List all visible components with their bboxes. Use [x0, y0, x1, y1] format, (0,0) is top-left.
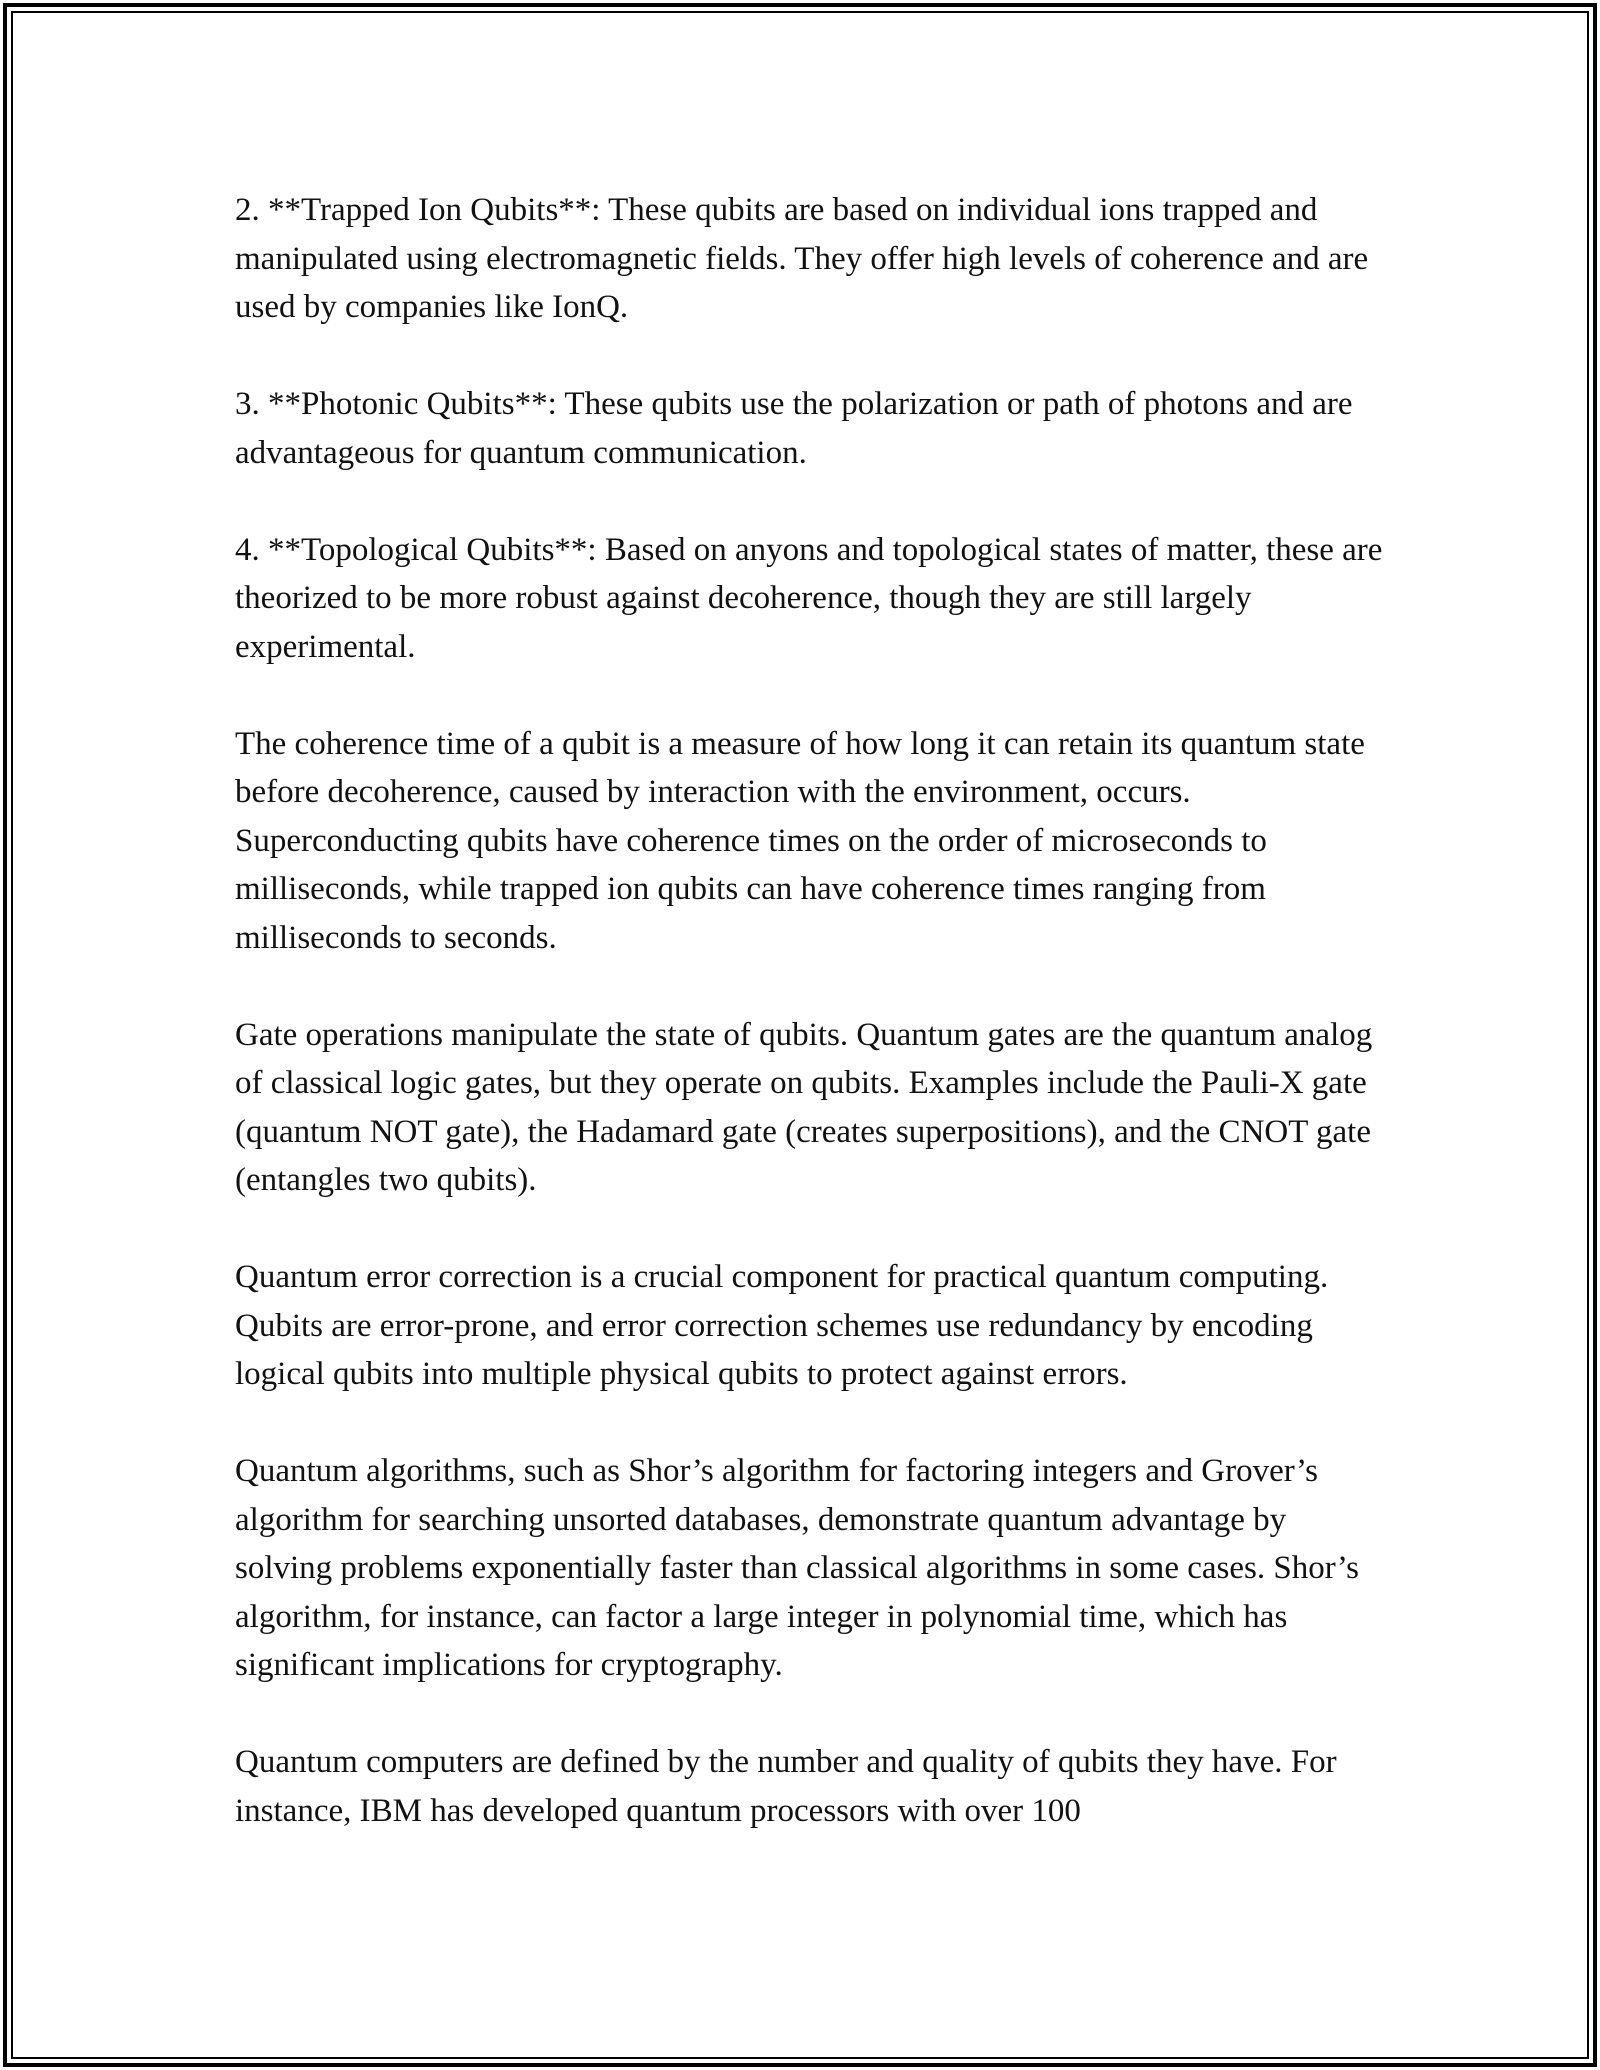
paragraph-quantum-algorithms: Quantum algorithms, such as Shor’s algorithm for factoring integers and Grover’s algorithm for searching unsorted databases, demonstrate quantum advantage by solving problems exponentially faster than classical algorithms in some cases. Shor’s algorithm, for instance, can factor a large integer in polynomial time, which has significant implications for cryptography.	[235, 1453, 1359, 1683]
paragraph-quantum-computers: Quantum computers are defined by the number and quality of qubits they have. For instance, IBM has developed quantum processors with over 100	[235, 1744, 1337, 1829]
paragraph-error-correction: Quantum error correction is a crucial component for practical quantum computing. Qubits are error-prone, and error correction schemes use redundancy by encoding logical qubits into multiple physical qubits to protect against errors.	[235, 1259, 1329, 1392]
paragraph-photonic-qubits: 3. **Photonic Qubits**: These qubits use the polarization or path of photons and are advantageous for quantum communication.	[235, 386, 1353, 471]
paragraph-topological-qubits: 4. **Topological Qubits**: Based on anyons and topological states of matter, these are theorized to be more robust against decoherence, though they are still largely experimental.	[235, 531, 1383, 665]
document-body	[235, 186, 1385, 1835]
paragraph-coherence-time: The coherence time of a qubit is a measure of how long it can retain its quantum state before decoherence, caused by interaction with the environment, occurs. Superconducting qubits have coherence times on the order of microseconds to milliseconds, while trapped ion qubits can have coherence times ranging from milliseconds to seconds.	[235, 725, 1365, 956]
paragraph-gate-operations: Gate operations manipulate the state of qubits. Quantum gates are the quantum analog of classical logic gates, but they operate on qubits. Examples include the Pauli-X gate (quantum NOT gate), the Hadamard gate (creates superpositions), and the CNOT gate (entangles two qubits).	[235, 1016, 1373, 1198]
paragraph-trapped-ion-qubits: 2. **Trapped Ion Qubits**: These qubits are based on individual ions trapped and manipulated using electromagnetic fields. They offer high levels of coherence and are used by companies like IonQ.	[235, 192, 1369, 325]
